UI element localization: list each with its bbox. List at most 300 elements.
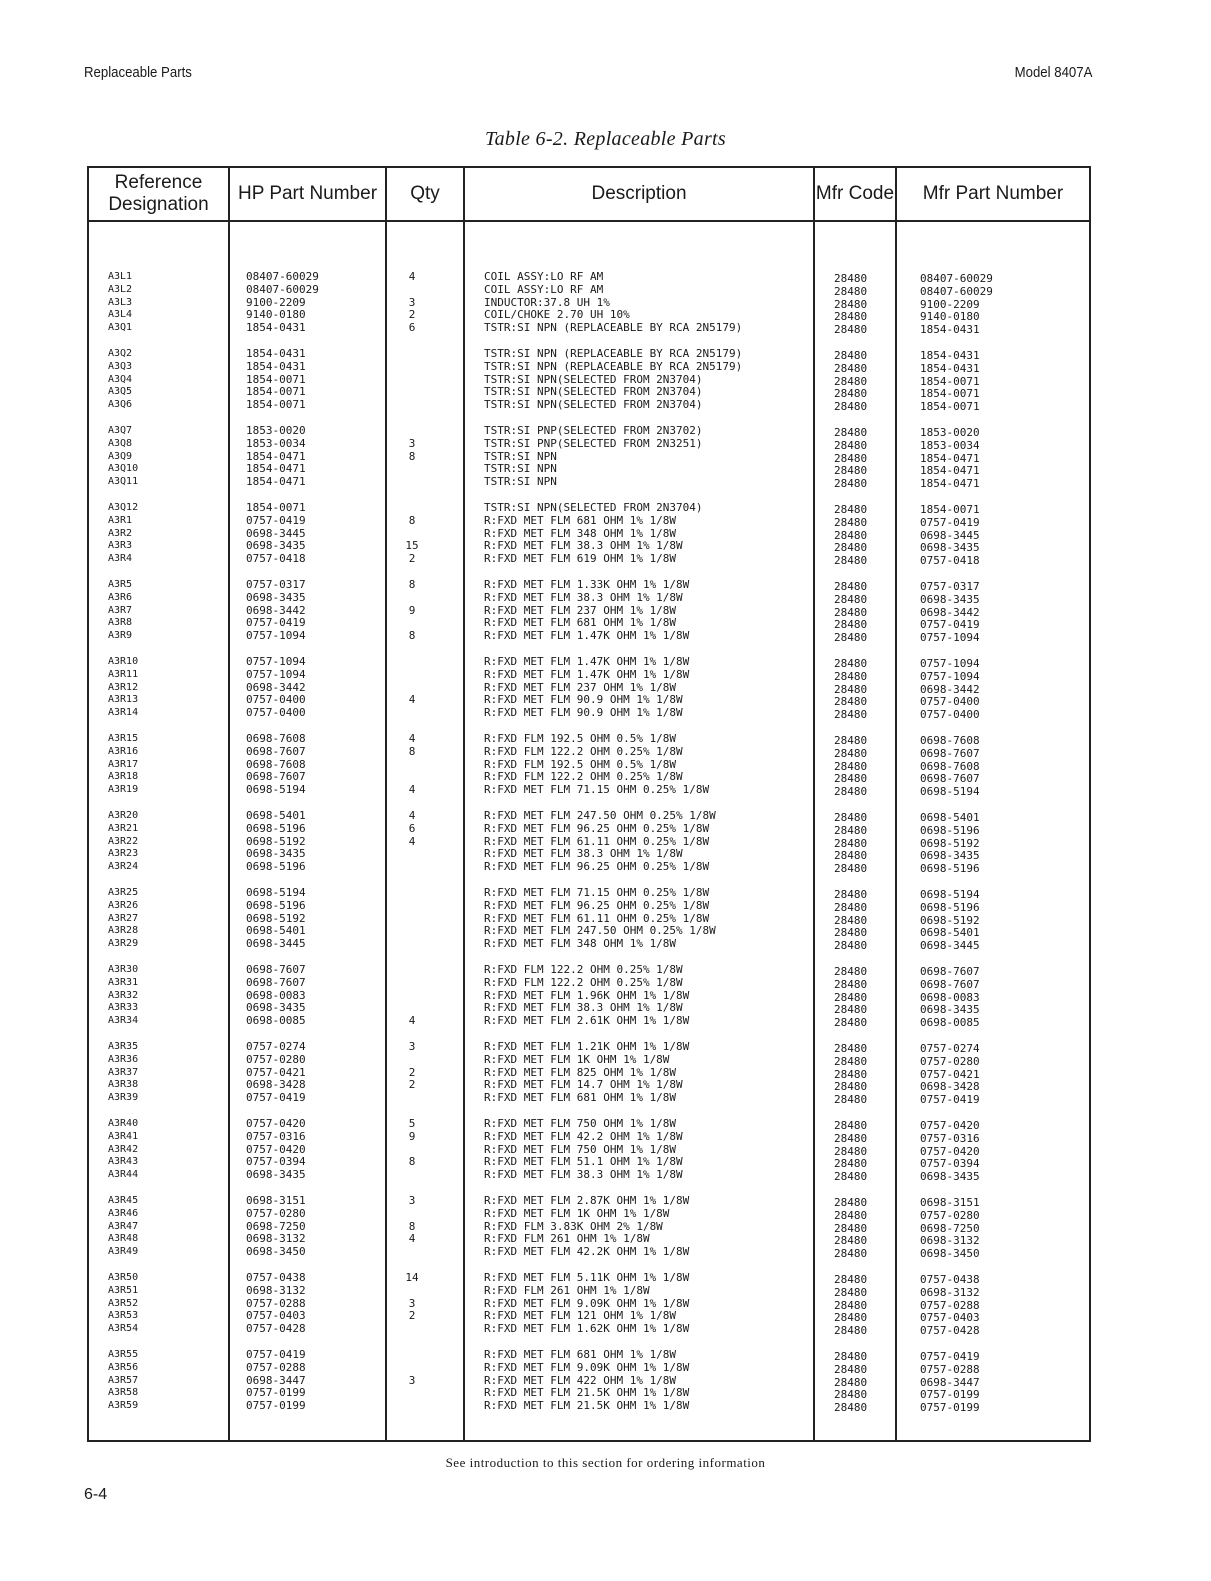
reference-designation-cell: A3Q10 [108,463,139,475]
qty-cell: 15 [405,539,419,553]
description-cell: R:FXD FLM 192.5 OHM 0.5% 1/8W [484,757,677,771]
mfr-code-cell: 28480 [834,361,868,375]
mfr-part-number-cell: 0757-0420 [920,1144,980,1158]
row-group [89,348,1089,425]
mfr-code-cell: 28480 [834,1144,868,1158]
mfr-part-number-cell: 0757-0288 [920,1298,980,1312]
description-cell: TSTR:SI NPN [484,449,557,463]
mfr-code-cell: 28480 [834,1311,868,1325]
table-row [89,861,1089,874]
qty-cell: 3 [408,1296,416,1310]
reference-designation-cell: A3R55 [108,1349,139,1360]
qty-cell: 4 [408,809,416,822]
table-row [89,399,1089,412]
description-cell: R:FXD MET FLM 348 OHM 1% 1/8W [484,937,677,951]
mfr-part-number-cell: 0757-1094 [920,657,980,670]
table-row [89,1131,1089,1144]
hp-part-number-cell: 0698-7250 [246,1219,306,1233]
hp-part-number-cell: 1853-0020 [246,424,306,437]
hp-part-number-cell: 0757-0418 [246,552,306,566]
hp-part-number-cell: 1854-0431 [246,347,306,360]
hp-part-number-cell: 0698-3445 [246,526,306,540]
mfr-part-number-cell: 0698-3151 [920,1196,980,1209]
table-row [89,733,1089,746]
mfr-code-cell: 28480 [834,1016,868,1030]
mfr-code-cell: 28480 [834,734,868,747]
reference-designation-cell: A3Q12 [108,502,139,513]
mfr-code-cell: 28480 [834,528,868,542]
description-cell: R:FXD MET FLM 96.25 OHM 0.25% 1/8W [484,821,710,835]
table-row [89,322,1089,335]
mfr-part-number-cell: 1854-0471 [920,477,980,491]
reference-designation-cell: A3R47 [108,1220,139,1232]
hp-part-number-cell: 0698-7607 [246,975,306,989]
reference-designation-cell: A3Q3 [108,360,133,372]
mfr-code-cell: 28480 [834,374,868,388]
row-group [89,887,1089,964]
mfr-code-cell: 28480 [834,913,868,927]
description-cell: R:FXD MET FLM 51.1 OHM 1% 1/8W [484,1155,683,1169]
mfr-part-number-cell: 0757-0288 [920,1362,980,1376]
table-row [89,1169,1089,1182]
mfr-part-number-cell: 0757-1094 [920,631,980,645]
description-cell: R:FXD FLM 122.2 OHM 0.25% 1/8W [484,770,683,784]
description-cell: TSTR:SI NPN (REPLACEABLE BY RCA 2N5179) [484,347,743,360]
description-cell: R:FXD FLM 261 OHM 1% 1/8W [484,1283,650,1297]
description-cell: COIL ASSY:LO RF AM [484,270,604,283]
reference-designation-cell: A3R53 [108,1310,139,1322]
description-cell: R:FXD MET FLM 348 OHM 1% 1/8W [484,526,677,540]
row-group [89,656,1089,733]
table-title: Table 6-2. Replaceable Parts [485,128,726,150]
qty-cell: 3 [408,295,416,309]
row-group [89,1118,1089,1195]
hp-part-number-cell: 0757-0419 [246,1348,306,1361]
mfr-code-cell: 28480 [834,580,868,593]
mfr-code-cell: 28480 [834,888,868,901]
reference-designation-cell: A3Q9 [108,450,133,462]
mfr-code-cell: 28480 [834,965,868,978]
qty-cell: 8 [408,629,416,643]
reference-designation-cell: A3R24 [108,861,139,873]
hp-part-number-cell: 0757-0400 [246,706,306,720]
mfr-code-cell: 28480 [834,515,868,529]
qty-cell: 8 [408,578,416,591]
hp-part-number-cell: 0698-5196 [246,898,306,912]
reference-designation-cell: A3R54 [108,1323,139,1335]
description-cell: R:FXD MET FLM 237 OHM 1% 1/8W [484,680,677,694]
description-cell: TSTR:SI NPN [484,462,557,476]
mfr-part-number-cell: 0698-0085 [920,1016,980,1030]
table-row [89,515,1089,528]
hp-part-number-cell: 0698-5194 [246,886,306,899]
column-header-reference-designation: Reference Designation [108,172,209,215]
hp-part-number-cell: 1854-0431 [246,321,306,335]
description-cell: R:FXD MET FLM 38.3 OHM 1% 1/8W [484,847,683,861]
reference-designation-cell: A3R13 [108,694,139,706]
row-group [89,271,1089,348]
hp-part-number-cell: 1854-0431 [246,359,306,373]
mfr-code-cell: 28480 [834,811,868,824]
mfr-code-cell: 28480 [834,349,868,362]
mfr-code-cell: 28480 [834,849,868,863]
reference-designation-cell: A3R56 [108,1361,139,1373]
mfr-code-cell: 28480 [834,977,868,991]
table-row [89,1015,1089,1028]
reference-designation-cell: A3R21 [108,822,139,834]
description-cell: R:FXD MET FLM 681 OHM 1% 1/8W [484,1091,677,1105]
hp-part-number-cell: 08407-60029 [246,270,319,283]
hp-part-number-cell: 0698-3445 [246,937,306,951]
mfr-code-cell: 28480 [834,746,868,760]
reference-designation-cell: A3R12 [108,681,139,693]
row-group [89,425,1089,502]
qty-cell: 4 [408,783,416,797]
reference-designation-cell: A3R40 [108,1118,139,1129]
table-body [89,271,1089,1426]
description-cell: R:FXD MET FLM 42.2K OHM 1% 1/8W [484,1245,690,1259]
hp-part-number-cell: 0698-7607 [246,963,306,976]
description-cell: TSTR:SI NPN(SELECTED FROM 2N3704) [484,385,703,399]
reference-designation-cell: A3R27 [108,912,139,924]
mfr-part-number-cell: 0698-5192 [920,836,980,850]
hp-part-number-cell: 0698-3442 [246,680,306,694]
description-cell: TSTR:SI PNP(SELECTED FROM 2N3251) [484,436,703,450]
description-cell: R:FXD MET FLM 14.7 OHM 1% 1/8W [484,1078,683,1092]
reference-designation-cell: A3Q1 [108,322,133,334]
mfr-code-cell: 28480 [834,1042,868,1055]
description-cell: R:FXD MET FLM 42.2 OHM 1% 1/8W [484,1129,683,1143]
mfr-part-number-cell: 0698-3447 [920,1375,980,1389]
mfr-code-cell: 28480 [834,272,868,285]
mfr-code-cell: 28480 [834,1119,868,1132]
mfr-part-number-cell: 0757-0438 [920,1273,980,1286]
mfr-code-cell: 28480 [834,1362,868,1376]
mfr-code-cell: 28480 [834,759,868,773]
description-cell: R:FXD MET FLM 2.87K OHM 1% 1/8W [484,1194,690,1207]
mfr-code-cell: 28480 [834,541,868,555]
row-group [89,964,1089,1041]
table-row [89,579,1089,592]
hp-part-number-cell: 0698-7608 [246,757,306,771]
mfr-part-number-cell: 1854-0471 [920,464,980,478]
reference-designation-cell: A3R36 [108,1053,139,1065]
page-number: 6-4 [84,1486,108,1503]
hp-part-number-cell: 0757-0419 [246,513,306,527]
mfr-part-number-cell: 0757-0403 [920,1311,980,1325]
reference-designation-cell: A3R6 [108,591,133,603]
description-cell: R:FXD MET FLM 38.3 OHM 1% 1/8W [484,1001,683,1015]
mfr-part-number-cell: 0757-0419 [920,1093,980,1107]
mfr-code-cell: 28480 [834,1285,868,1299]
hp-part-number-cell: 0698-3447 [246,1373,306,1387]
mfr-part-number-cell: 1854-0431 [920,361,980,375]
table-row [89,656,1089,669]
reference-designation-cell: A3L3 [108,296,133,308]
reference-designation-cell: A3R1 [108,514,133,526]
mfr-part-number-cell: 0757-0274 [920,1042,980,1055]
mfr-code-cell: 28480 [834,682,868,696]
mfr-code-cell: 28480 [834,323,868,337]
reference-designation-cell: A3L2 [108,283,133,295]
description-cell: COIL/CHOKE 2.70 UH 10% [484,308,630,322]
description-cell: R:FXD MET FLM 21.5K OHM 1% 1/8W [484,1399,690,1413]
reference-designation-cell: A3R5 [108,579,133,590]
mfr-code-cell: 28480 [834,1170,868,1184]
mfr-code-cell: 28480 [834,1273,868,1286]
mfr-part-number-cell: 9100-2209 [920,297,980,311]
mfr-part-number-cell: 0698-3435 [920,849,980,863]
description-cell: R:FXD MET FLM 9.09K OHM 1% 1/8W [484,1360,690,1374]
mfr-part-number-cell: 0698-3132 [920,1234,980,1248]
row-group [89,1041,1089,1118]
reference-designation-cell: A3R16 [108,745,139,757]
description-cell: R:FXD FLM 122.2 OHM 0.25% 1/8W [484,744,683,758]
mfr-part-number-cell: 0698-7608 [920,759,980,773]
description-cell: R:FXD MET FLM 71.15 OHM 0.25% 1/8W [484,886,710,899]
table-row [89,1195,1089,1208]
mfr-part-number-cell: 0698-5194 [920,888,980,901]
hp-part-number-cell: 0698-5192 [246,911,306,925]
description-cell: R:FXD MET FLM 1.96K OHM 1% 1/8W [484,988,690,1002]
mfr-part-number-cell: 0698-5401 [920,926,980,940]
mfr-part-number-cell: 08407-60029 [920,272,993,285]
hp-part-number-cell: 0757-0288 [246,1296,306,1310]
column-header-mfr-part-number: Mfr Part Number [922,183,1064,204]
reference-designation-cell: A3R45 [108,1195,139,1206]
mfr-code-cell: 28480 [834,451,868,465]
reference-designation-cell: A3R14 [108,707,139,719]
mfr-code-cell: 28480 [834,1298,868,1312]
reference-designation-cell: A3R20 [108,810,139,821]
mfr-part-number-cell: 0698-5401 [920,811,980,824]
description-cell: R:FXD MET FLM 237 OHM 1% 1/8W [484,603,677,617]
description-cell: R:FXD FLM 122.2 OHM 0.25% 1/8W [484,963,683,976]
reference-designation-cell: A3R43 [108,1156,139,1168]
mfr-code-cell: 28480 [834,695,868,709]
mfr-code-cell: 28480 [834,990,868,1004]
table-row [89,823,1089,836]
hp-part-number-cell: 0757-0316 [246,1129,306,1143]
description-cell: R:FXD MET FLM 422 OHM 1% 1/8W [484,1373,677,1387]
header-divider [89,220,1089,222]
mfr-code-cell: 28480 [834,426,868,439]
hp-part-number-cell: 0757-0280 [246,1052,306,1066]
mfr-part-number-cell: 0698-3435 [920,1003,980,1017]
row-group [89,1272,1089,1349]
description-cell: TSTR:SI NPN [484,475,557,489]
reference-designation-cell: A3Q2 [108,348,133,359]
qty-cell: 8 [408,513,416,527]
hp-part-number-cell: 08407-60029 [246,282,319,296]
table-row [89,425,1089,438]
description-cell: R:FXD MET FLM 96.25 OHM 0.25% 1/8W [484,898,710,912]
reference-designation-cell: A3R7 [108,604,133,616]
reference-designation-cell: A3R18 [108,771,139,783]
hp-part-number-cell: 0757-0419 [246,616,306,630]
mfr-code-cell: 28480 [834,1350,868,1363]
qty-cell: 2 [408,552,416,566]
table-row [89,938,1089,951]
mfr-code-cell: 28480 [834,1196,868,1209]
hp-part-number-cell: 0698-3428 [246,1078,306,1092]
qty-cell: 4 [408,1014,416,1028]
mfr-code-cell: 28480 [834,631,868,645]
reference-designation-cell: A3R15 [108,733,139,744]
table-row [89,361,1089,374]
hp-part-number-cell: 0757-0394 [246,1155,306,1169]
mfr-code-cell: 28480 [834,618,868,632]
qty-cell: 4 [408,732,416,745]
qty-cell: 2 [408,308,416,322]
mfr-part-number-cell: 0757-0419 [920,618,980,632]
mfr-code-cell: 28480 [834,657,868,670]
hp-part-number-cell: 0757-0199 [246,1386,306,1400]
mfr-part-number-cell: 0757-0400 [920,695,980,709]
qty-cell: 2 [408,1309,416,1323]
mfr-part-number-cell: 0757-0400 [920,708,980,722]
mfr-part-number-cell: 0757-0280 [920,1054,980,1068]
description-cell: INDUCTOR:37.8 UH 1% [484,295,610,309]
reference-designation-cell: A3Q7 [108,425,133,436]
table-row [89,1208,1089,1221]
qty-cell: 2 [408,1065,416,1079]
table-row [89,1246,1089,1259]
hp-part-number-cell: 0698-3435 [246,1168,306,1182]
mfr-part-number-cell: 0698-3428 [920,1080,980,1094]
table-row [89,1092,1089,1105]
hp-part-number-cell: 0698-3450 [246,1245,306,1259]
mfr-code-cell: 28480 [834,862,868,876]
table-row [89,1362,1089,1375]
mfr-part-number-cell: 1853-0020 [920,426,980,439]
hp-part-number-cell: 0757-0403 [246,1309,306,1323]
mfr-part-number-cell: 0698-0083 [920,990,980,1004]
mfr-part-number-cell: 0757-0280 [920,1208,980,1222]
mfr-part-number-cell: 0757-0317 [920,580,980,593]
mfr-code-cell: 28480 [834,708,868,722]
reference-designation-cell: A3R25 [108,887,139,898]
row-group [89,579,1089,656]
mfr-part-number-cell: 0757-0420 [920,1119,980,1132]
qty-cell: 4 [408,693,416,707]
table-row [89,592,1089,605]
reference-designation-cell: A3R42 [108,1143,139,1155]
hp-part-number-cell: 0698-3435 [246,590,306,604]
mfr-part-number-cell: 08407-60029 [920,284,993,298]
qty-cell: 4 [408,834,416,848]
mfr-code-cell: 28480 [834,772,868,786]
mfr-code-cell: 28480 [834,1234,868,1248]
hp-part-number-cell: 0698-3151 [246,1194,306,1207]
hp-part-number-cell: 0698-0083 [246,988,306,1002]
description-cell: R:FXD MET FLM 9.09K OHM 1% 1/8W [484,1296,690,1310]
row-group [89,810,1089,887]
mfr-code-cell: 28480 [834,1247,868,1261]
table-row [89,271,1089,284]
description-cell: R:FXD MET FLM 619 OHM 1% 1/8W [484,552,677,566]
description-cell: TSTR:SI NPN(SELECTED FROM 2N3704) [484,372,703,386]
mfr-code-cell: 28480 [834,1221,868,1235]
mfr-code-cell: 28480 [834,477,868,491]
hp-part-number-cell: 0757-1094 [246,655,306,668]
qty-cell: 9 [408,1129,416,1143]
description-cell: R:FXD MET FLM 1.62K OHM 1% 1/8W [484,1322,690,1336]
mfr-code-cell: 28480 [834,605,868,619]
reference-designation-cell: A3R57 [108,1374,139,1386]
reference-designation-cell: A3R3 [108,540,133,552]
reference-designation-cell: A3R51 [108,1284,139,1296]
hp-part-number-cell: 0698-3435 [246,539,306,553]
mfr-code-cell: 28480 [834,900,868,914]
description-cell: R:FXD FLM 3.83K OHM 2% 1/8W [484,1219,663,1233]
mfr-code-cell: 28480 [834,387,868,401]
mfr-part-number-cell: 1854-0071 [920,503,980,516]
description-cell: R:FXD MET FLM 247.50 OHM 0.25% 1/8W [484,809,716,822]
table-row [89,1054,1089,1067]
qty-cell: 8 [408,1219,416,1233]
table-row [89,900,1089,913]
mfr-part-number-cell: 1853-0034 [920,438,980,452]
description-cell: TSTR:SI NPN (REPLACEABLE BY RCA 2N5179) [484,321,743,335]
column-header-hp-part-number: HP Part Number [237,183,378,204]
description-cell: R:FXD FLM 122.2 OHM 0.25% 1/8W [484,975,683,989]
reference-designation-cell: A3R22 [108,835,139,847]
mfr-code-cell: 28480 [834,592,868,606]
hp-part-number-cell: 1854-0471 [246,449,306,463]
mfr-code-cell: 28480 [834,1375,868,1389]
table-row [89,438,1089,451]
mfr-part-number-cell: 0757-0428 [920,1324,980,1338]
qty-cell: 14 [405,1271,419,1284]
hp-part-number-cell: 0757-0400 [246,693,306,707]
reference-designation-cell: A3R44 [108,1169,139,1181]
mfr-part-number-cell: 0757-0419 [920,515,980,529]
mfr-part-number-cell: 0698-3132 [920,1285,980,1299]
reference-designation-cell: A3R52 [108,1297,139,1309]
hp-part-number-cell: 0757-0428 [246,1322,306,1336]
qty-cell: 3 [408,1040,416,1053]
mfr-code-cell: 28480 [834,1054,868,1068]
reference-designation-cell: A3R17 [108,758,139,770]
mfr-part-number-cell: 0698-7608 [920,734,980,747]
mfr-code-cell: 28480 [834,310,868,324]
table-row [89,1272,1089,1285]
table-row [89,630,1089,643]
hp-part-number-cell: 0757-0420 [246,1117,306,1130]
mfr-part-number-cell: 0757-0419 [920,1350,980,1363]
mfr-code-cell: 28480 [834,836,868,850]
hp-part-number-cell: 1853-0034 [246,436,306,450]
description-cell: R:FXD MET FLM 681 OHM 1% 1/8W [484,1348,677,1361]
mfr-part-number-cell: 1854-0431 [920,349,980,362]
hp-part-number-cell: 0757-0419 [246,1091,306,1105]
running-header-section: Replaceable Parts [84,64,192,81]
hp-part-number-cell: 0698-0085 [246,1014,306,1028]
reference-designation-cell: A3R50 [108,1272,139,1283]
table-row [89,1400,1089,1413]
reference-designation-cell: A3L1 [108,271,133,282]
mfr-part-number-cell: 0757-0199 [920,1401,980,1415]
description-cell: R:FXD FLM 192.5 OHM 0.5% 1/8W [484,732,677,745]
description-cell: R:FXD MET FLM 750 OHM 1% 1/8W [484,1117,677,1130]
mfr-code-cell: 28480 [834,1324,868,1338]
mfr-part-number-cell: 1854-0071 [920,400,980,414]
mfr-part-number-cell: 0698-5196 [920,900,980,914]
hp-part-number-cell: 0757-1094 [246,629,306,643]
description-cell: R:FXD MET FLM 1.21K OHM 1% 1/8W [484,1040,690,1053]
mfr-part-number-cell: 0698-7250 [920,1221,980,1235]
